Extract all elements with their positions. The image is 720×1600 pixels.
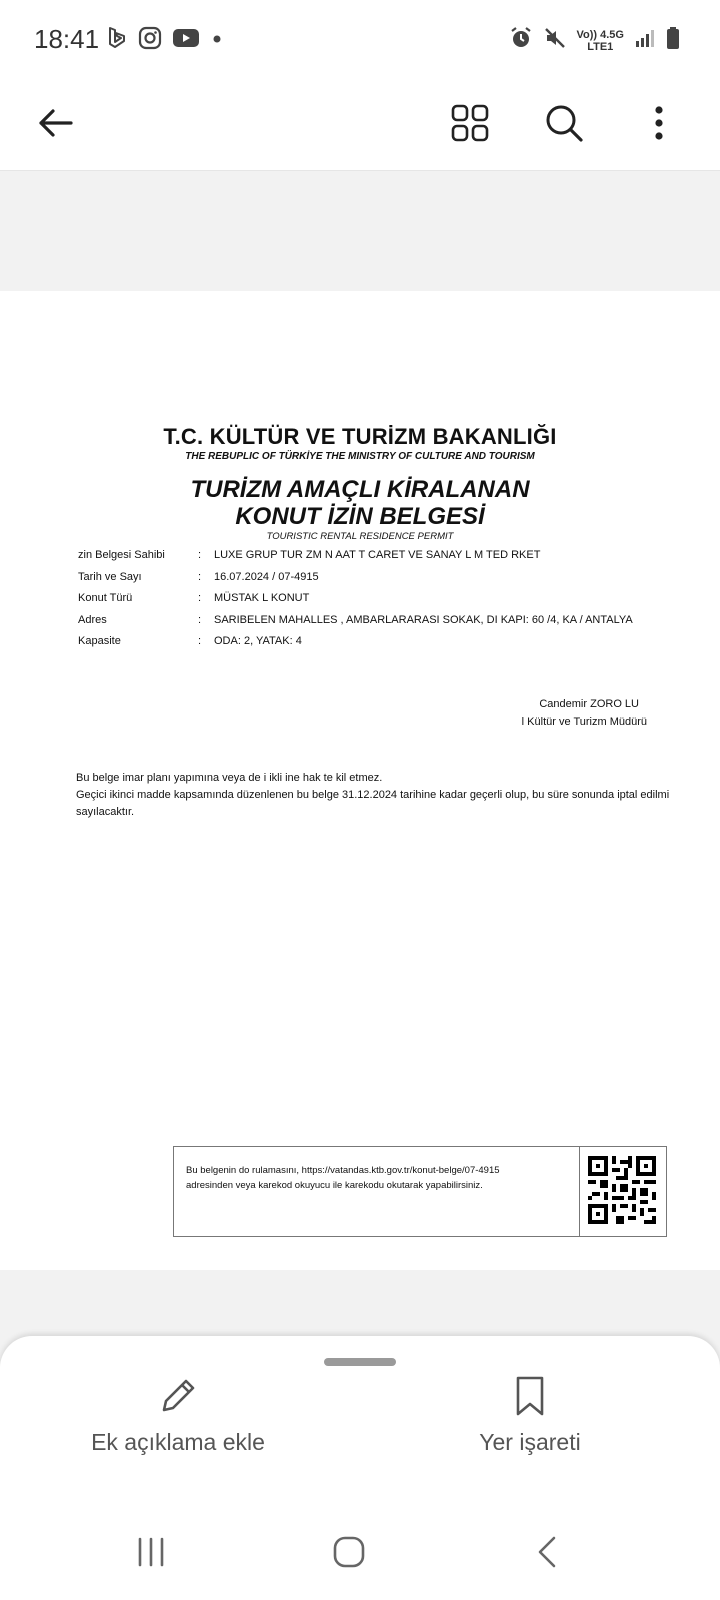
add-note-button[interactable] [48,1374,308,1456]
network-top: Vo)) 4.5G [576,28,624,41]
note-line-2: Geçici ikinci madde kapsamında düzenlenen bu belge 31.12.2024 tarihine kadar geçerli olup, bu süre sonunda iptal edilmi sayılacaktır. [76,789,670,818]
navigation-bar [0,1510,720,1600]
verify-line-1: Bu belgenin do rulamasını, https://vatandas.ktb.gov.tr/konut-belge/07-4915 [186,1165,500,1176]
home-icon [331,1534,367,1575]
battery-icon [666,26,680,55]
more-vert-icon [654,106,664,145]
field-value: 16.07.2024 / 07-4915 [214,570,319,583]
field-value: SARIBELEN MAHALLES , AMBARLARARASI SOKAK, DI KAPI: 60 /4, KA / ANTALYA [214,613,633,626]
status-right-icons [509,26,680,55]
bing-icon [106,26,128,55]
bookmark-label: Yer işareti [479,1429,581,1455]
alarm-icon [509,26,533,55]
status-bar [0,0,720,80]
bookmark-button[interactable] [400,1374,660,1456]
permit-title-line2: KONUT İZİN BELGESİ [235,503,485,530]
ministry-heading: T.C. KÜLTÜR VE TURİZM BAKANLIĞI [163,424,557,449]
field-value: ODA: 2, YATAK: 4 [214,635,302,647]
field-value: LUXE GRUP TUR ZM N AAT T CARET VE SANAY L M TED RKET [214,549,541,561]
back-nav-button[interactable] [522,1532,572,1576]
search-icon [545,104,583,147]
network-indicator [577,29,624,53]
sheet-handle[interactable] [324,1358,396,1366]
field-colon: : [198,592,202,604]
verification-text [186,1163,566,1193]
network-bottom: LTE1 [587,40,614,53]
signatory-name: Candemir ZORO LU [539,698,639,710]
field-colon: : [198,549,202,561]
signature-block [522,695,647,731]
field-label: zin Belgesi Sahibi [78,549,165,561]
grid-icon [451,104,489,147]
field-label: Kapasite [78,635,121,647]
back-icon [532,1534,562,1575]
status-left-icons [106,26,224,55]
add-note-label: Ek açıklama ekle [91,1429,265,1455]
field-label: Adres [78,613,107,626]
document-notes [76,770,676,821]
recents-icon [134,1535,168,1574]
pencil-icon [156,1405,200,1422]
field-colon: : [198,635,202,647]
field-colon: : [198,570,202,583]
thumbnails-button[interactable] [443,98,497,152]
signal-icon [634,27,656,54]
bookmark-icon [508,1405,552,1422]
verification-box [173,1146,667,1237]
permit-title-line1: TURİZM AMAÇLI KİRALANAN [190,476,530,503]
permit-title-en: TOURISTIC RENTAL RESIDENCE PERMIT [266,531,454,542]
dot-icon [210,27,224,54]
youtube-icon [172,27,200,54]
back-arrow-icon [37,108,73,143]
document-page[interactable] [0,291,720,1270]
ministry-heading-en: THE REBUPLIC OF TÜRKİYE THE MINISTRY OF CULTURE AND TOURISM [185,451,535,462]
mute-icon [543,26,567,55]
field-label: Tarih ve Sayı [78,570,142,583]
back-button[interactable] [28,98,82,152]
verify-line-2: adresinden veya karekod okuyucu ile karekodu okutarak yapabilirsiniz. [186,1180,483,1191]
note-line-1: Bu belge imar planı yapımına veya de i ikli ine hak te kil etmez. [76,772,383,784]
qr-cell [579,1147,666,1236]
more-options-button[interactable] [632,98,686,152]
signatory-title: l Kültür ve Turizm Müdürü [521,716,647,728]
field-value: MÜSTAK L KONUT [214,592,310,604]
document-header [0,424,720,542]
field-colon: : [198,613,202,626]
field-label: Konut Türü [78,592,133,604]
recents-button[interactable] [126,1532,176,1576]
instagram-icon [138,26,162,55]
home-button[interactable] [324,1532,374,1576]
app-bar [0,80,720,171]
status-time: 18:41 [34,24,100,54]
search-button[interactable] [537,98,591,152]
